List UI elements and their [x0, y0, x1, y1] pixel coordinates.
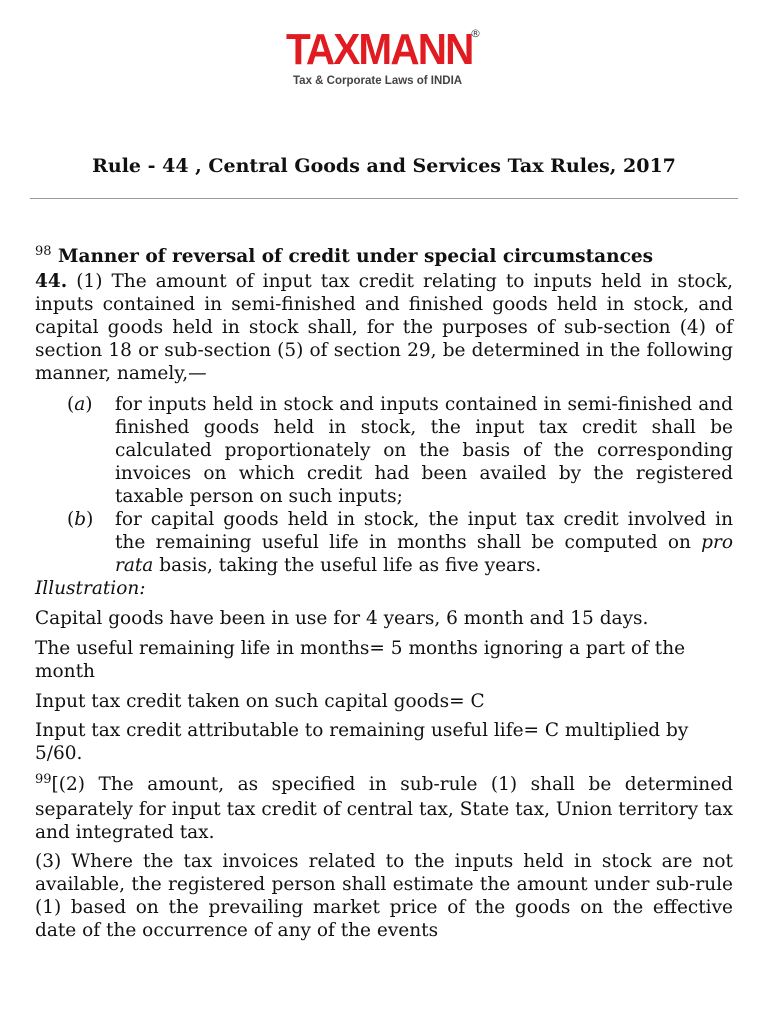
sub-rule-2	[35, 773, 733, 844]
illustration-line: Input tax credit taken on such capital goods= C	[35, 691, 485, 712]
clause-b-text: for capital goods held in stock, the input tax credit involved in the remaining useful life in months shall be computed on pro rata basis, taking the useful life as five years.	[115, 509, 733, 576]
clause-b	[35, 508, 733, 577]
title-divider	[30, 198, 738, 199]
clause-a-label: (a)	[67, 394, 93, 415]
clause-b-label: (b)	[67, 509, 94, 530]
illustration-line: Input tax credit attributable to remaining useful life= C multiplied by 5/60.	[35, 720, 689, 764]
logo-wordmark: TAXMANN	[286, 25, 473, 74]
footnote-ref-2: 99	[35, 772, 52, 787]
footnote-ref: 98	[35, 244, 52, 259]
taxmann-logo	[286, 25, 486, 92]
illustration-label: Illustration:	[35, 578, 146, 599]
logo-tagline: Tax & Corporate Laws of INDIA	[293, 75, 463, 87]
illustration-line: Capital goods have been in use for 4 years, 6 month and 15 days.	[35, 608, 649, 629]
illustration-line: The useful remaining life in months= 5 months ignoring a part of the month	[35, 638, 686, 682]
clause-a-text: for inputs held in stock and inputs contained in semi-finished and finished goods held in stock, the input tax credit shall be calculated proportionately on the basis of the corresponding invoices on which credit had been availed by the registered taxable person on such inputs;	[115, 394, 733, 507]
clause-a	[35, 393, 733, 508]
page-title: Rule - 44 , Central Goods and Services Tax Rules, 2017	[92, 155, 676, 177]
rule-number: 44.	[35, 271, 68, 292]
sub-rule-1	[35, 270, 733, 385]
sub-rule-3: (3) Where the tax invoices related to the inputs held in stock are not available, the registered person shall estimate the amount under sub-rule (1) based on the prevailing market price of the goods on the effective date of the occurrence of any of the events	[35, 851, 733, 941]
registered-mark: ®	[470, 27, 481, 40]
section-heading	[35, 245, 733, 270]
sub-rule-1-text: (1) The amount of input tax credit relating to inputs held in stock, inputs contained in semi-finished and finished goods held in stock, and capital goods held in stock shall, for the purposes of sub-section (4) of section 18 or sub-section (5) of section 29, be determined in the following manner, namely,—	[35, 271, 734, 384]
sub-rule-2-text: [(2) The amount, as specified in sub-rule (1) shall be determined separately for input tax credit of central tax, State tax, Union territory tax and integrated tax.	[35, 774, 733, 843]
rule-body	[35, 245, 733, 942]
heading-text: Manner of reversal of credit under special circumstances	[58, 246, 654, 267]
